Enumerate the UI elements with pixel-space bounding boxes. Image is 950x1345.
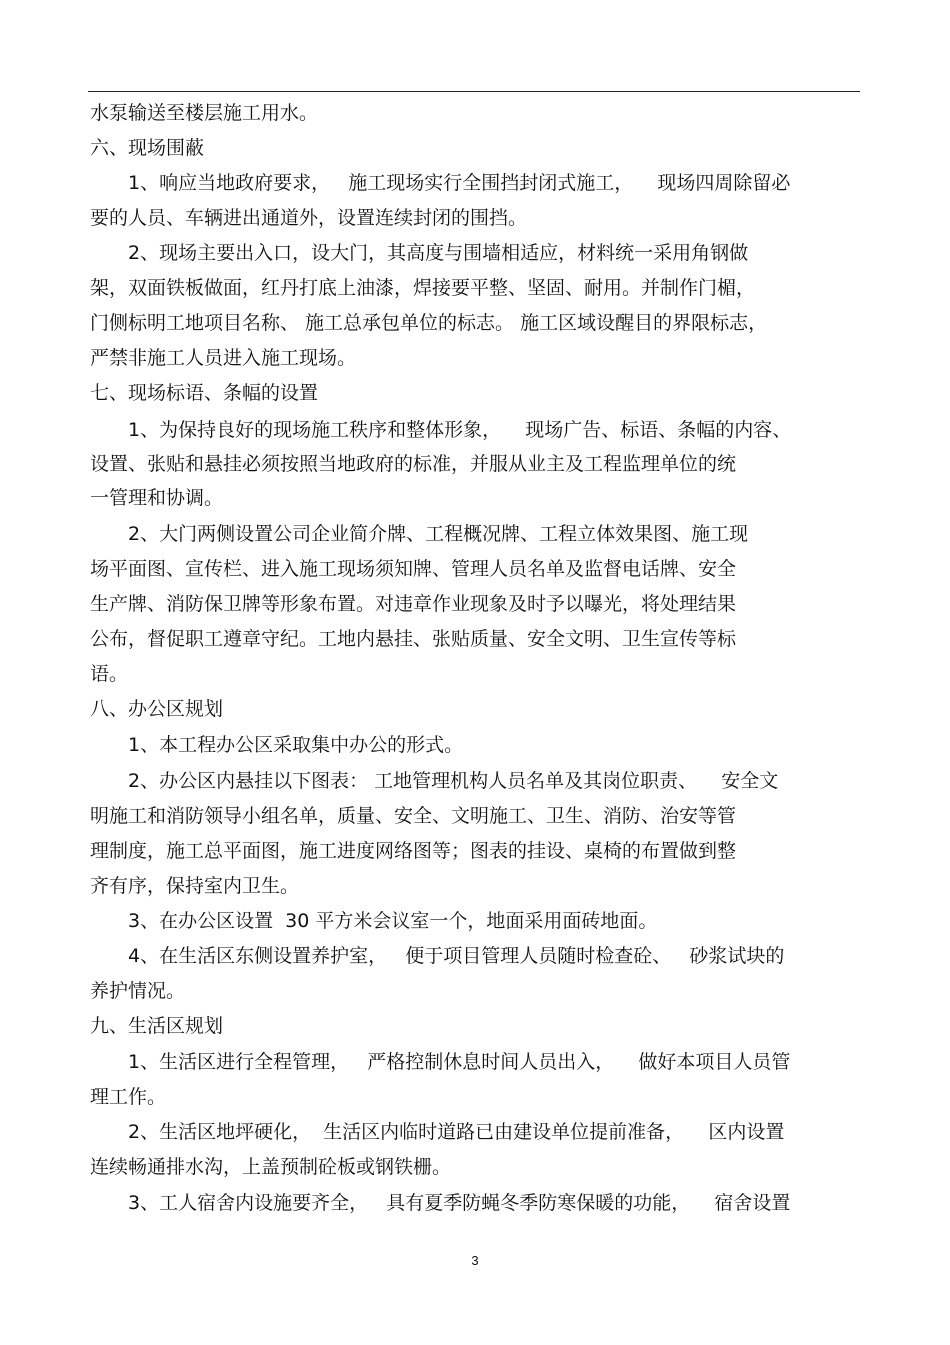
- text-line: 生产牌、消防保卫牌等形象布置。对违章作业现象及时予以曝光，将处理结果: [90, 593, 737, 615]
- text-line: 架，双面铁板做面，红丹打底上油漆，焊接要平整、坚固、耐用。并制作门楣，: [90, 277, 756, 299]
- text-line: 水泵输送至楼层施工用水。: [90, 102, 319, 124]
- text-line: 2、生活区地坪硬化， 生活区内临时道路已由建设单位提前准备， 区内设置: [128, 1121, 785, 1143]
- text-line: 明施工和消防领导小组名单，质量、安全、文明施工、卫生、消防、治安等管: [90, 805, 737, 827]
- page-number: 3: [471, 1253, 479, 1268]
- text-line: 2、现场主要出入口，设大门，其高度与围墙相适应，材料统一采用角钢做: [128, 242, 749, 264]
- text-line: 2、办公区内悬挂以下图表： 工地管理机构人员名单及其岗位职责、 安全文: [128, 770, 779, 792]
- text-line: 1、为保持良好的现场施工秩序和整体形象， 现场广告、标语、条幅的内容、: [128, 419, 792, 441]
- text-line: 连续畅通排水沟，上盖预制砼板或钢铁栅。: [90, 1156, 452, 1178]
- text-line: 4、在生活区东侧设置养护室， 便于项目管理人员随时检查砼、 砂浆试块的: [128, 945, 785, 967]
- text-line: 严禁非施工人员进入施工现场。: [90, 347, 357, 369]
- header-rule: [88, 91, 860, 92]
- text-line: 3、工人宿舍内设施要齐全， 具有夏季防蝇冬季防寒保暖的功能， 宿舍设置: [128, 1192, 791, 1214]
- section-heading: 八、办公区规划: [90, 698, 224, 720]
- section-heading: 七、现场标语、条幅的设置: [90, 382, 319, 404]
- text-line: 理制度，施工总平面图，施工进度网络图等；图表的挂设、桌椅的布置做到整: [90, 840, 737, 862]
- text-line: 设置、张贴和悬挂必须按照当地政府的标准，并服从业主及工程监理单位的统: [90, 453, 737, 475]
- text-line: 理工作。: [90, 1086, 167, 1108]
- text-line: 1、生活区进行全程管理， 严格控制休息时间人员出入， 做好本项目人员管: [128, 1051, 791, 1073]
- text-line: 公布，督促职工遵章守纪。工地内悬挂、张贴质量、安全文明、卫生宣传等标: [90, 628, 737, 650]
- text-line: 语。: [90, 663, 129, 685]
- text-line: 要的人员、车辆进出通道外，设置连续封闭的围挡。: [90, 207, 528, 229]
- text-line: 1、本工程办公区采取集中办公的形式。: [128, 734, 464, 756]
- text-line: 1、响应当地政府要求， 施工现场实行全围挡封闭式施工， 现场四周除留必: [128, 172, 791, 194]
- text-line: 门侧标明工地项目名称、 施工总承包单位的标志。 施工区域设醒目的界限标志，: [90, 312, 768, 334]
- text-line: 养护情况。: [90, 980, 186, 1002]
- text-line: 场平面图、宣传栏、进入施工现场须知牌、管理人员名单及监督电话牌、安全: [90, 558, 737, 580]
- section-heading: 九、生活区规划: [90, 1015, 224, 1037]
- text-line: 齐有序，保持室内卫生。: [90, 875, 300, 897]
- text-line: 一管理和协调。: [90, 487, 224, 509]
- section-heading: 六、现场围蔽: [90, 137, 205, 159]
- text-line: 3、在办公区设置 30 平方米会议室一个，地面采用面砖地面。: [128, 910, 658, 932]
- text-line: 2、大门两侧设置公司企业简介牌、工程概况牌、工程立体效果图、施工现: [128, 523, 749, 545]
